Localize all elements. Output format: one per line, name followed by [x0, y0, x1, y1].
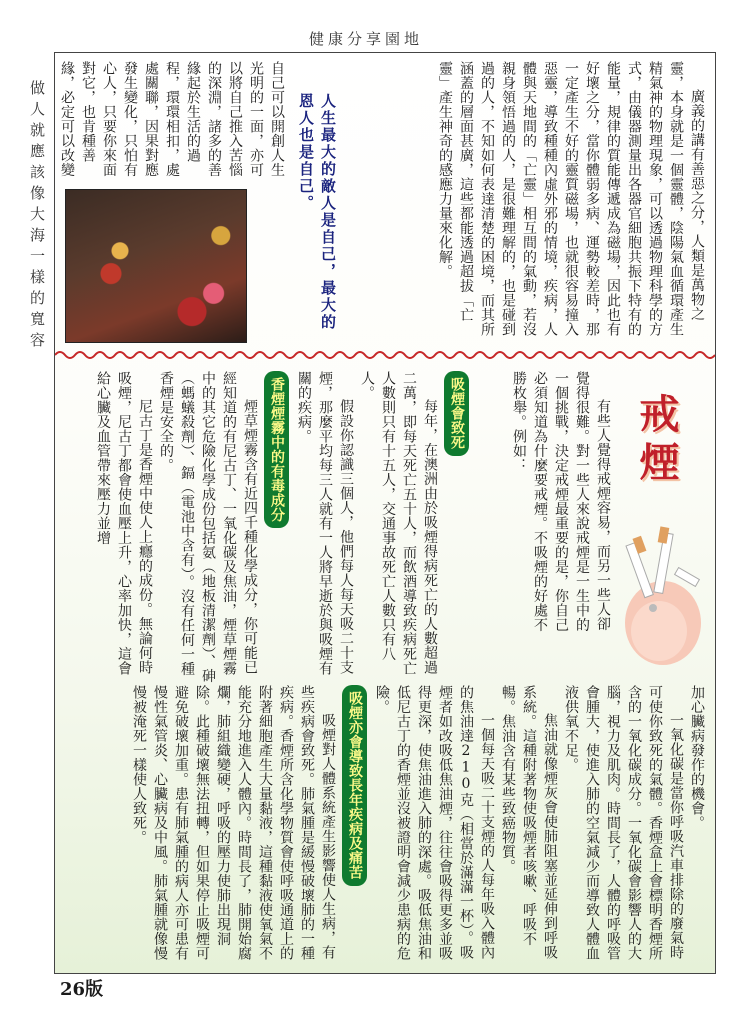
- section1-body: [347, 61, 707, 343]
- quit-smoking-title: 戒煙: [633, 393, 680, 489]
- section3-body: [63, 685, 707, 965]
- paragraph: 焦油就像煙灰會使肺阻塞並延伸到呼吸系統。這種附著物使吸煙者咳嗽、呼吸不暢。焦油含有某些致癌物質。: [500, 685, 558, 960]
- article-frame: [54, 52, 716, 974]
- intro-paragraph: 有些人覺得戒煙容易，而另一些人卻覺得很難。對一些人來說戒煙是一生中的一個挑戰，決定戒煙最重要的是，你自己必須知道為什麼要戒煙。不吸煙的好處不勝枚舉。例如：: [511, 371, 611, 632]
- side-motto: 做人就應該像大海一樣的寬容: [28, 80, 46, 353]
- subheading-toxic-components: 香煙煙霧中的有毒成分: [264, 371, 289, 528]
- subheading-smoking-kills: 吸煙會致死: [444, 371, 469, 456]
- section2-body: [63, 371, 473, 683]
- paragraph: 一個每天吸二十支煙的人每年吸入體內的焦油達210克（相當於滿滿一杯）。吸煙者如改吸低焦油煙，往往會吸得更多並吸得更深，使焦油進入肺的深處。吸低焦油和低尼古丁的香煙並沒被證明會減少患病的危險。: [374, 685, 495, 961]
- paragraph-continued: 加心臟病發作的機會。: [689, 685, 705, 830]
- page-number: 26版: [60, 979, 104, 1000]
- page-header-title: 健康分享園地: [308, 30, 423, 48]
- paragraph: 假設你認識三個人，他們每人每天吸二十支煙，那麼平均每三人就有一人將早逝於與吸煙有關的疾病。: [296, 371, 354, 676]
- paragraph: 吸煙對人體系統產生影響使人生病，有些疾病會致死。肺氣腫是緩慢破壞肺的一種疾病。香煙所含化學物質會使呼吸通道上的附著細胞產生大量黏液，這種黏液使氧氣不能充分地進入人體內。時間長了，肺開始腐爛，肺組織變硬，呼吸的壓力使肺出現洞除。此種破壞無法扭轉，但如果停止吸煙可避免破壞加重。患有肺氣腫的病人亦可患有慢性氣管炎、心臟病及中風。肺氣腫就像慢慢被淹死一樣使人致死。: [131, 685, 336, 961]
- section1-motto: 人生最大的敵人是自己，最大的恩人也是自己。: [297, 93, 337, 331]
- section1-tail: 自己可以開創人生光明的一面，亦可以將自己推入苦惱的深淵，諸多的善緣起於生活的過程，環環相扣，處處關聯，因果對應發生變化，只怕有心人，只要你來面對它，也肯種善緣，必定可以改變: [59, 61, 285, 177]
- section1-paragraph: 廣義的講有善惡之分，人類是萬物之靈，本身就是一個靈體，陰陽氣血循環產生精氣神的物理現象，可以透過物理科學的方式，由儀器測量出各器官細胞共振下特有的能量，規律的質能傳遞成為磁場，因此也有好壞之分，當你體弱多病、運勢較差時，那一定產生不好的靈質磁場，也就很容易撞入惡靈，導致種種內虛外邪的情境，疾病，人體與天地間的「亡靈」相互間的氣動，若沒親身領悟過的人，是很難理解的，也是碰到過的人，不知如何表達清楚的困境，而其所涵蓋的層面甚廣，這些都能透過超拔「亡靈」產生神奇的感應力量來化解。: [437, 61, 705, 337]
- wave-divider: [55, 349, 715, 361]
- section2-intro: [475, 371, 613, 633]
- paragraph: 一氧化碳是當你呼吸汽車排除的廢氣時可使你致死的氣體。香煙盒上會標明香煙所含的一氧化碳成分。一氧化碳會影響人的大腦，視力及肌肉。時間長了，人體的呼吸管會腫大，使進入肺的空氣減少而導致人體血液供氧不足。: [563, 685, 684, 961]
- subheading-chronic-disease: 吸煙亦會導致長年疾病及痛苦: [342, 685, 367, 886]
- paragraph: 煙草煙霧含有近四千種化學成分，你可能已經知道的有尼古丁、一氧化碳及焦油，煙草煙霧中的其它危險化學成份包括氨（地板清潔劑）、砷（螞蟻殺劑）、鎘（電池中含有）。沒有任何一種香煙是安全的。: [158, 371, 258, 683]
- temple-ceremony-photo: [65, 189, 247, 343]
- hand-breaking-cigarettes-icon: [615, 513, 703, 673]
- paragraph: 尼古丁是香煙中使人上癮的成份。無論何時吸煙，尼古丁都會使血壓上升，心率加快，這會給心臟及血管帶來壓力並增: [95, 371, 153, 676]
- quit-smoking-title-block: [617, 383, 697, 653]
- paragraph: 每年，在澳洲由於吸煙得病死亡的人數超過二萬，即每天死亡五十人，而飲酒導致疾病死亡人數則只有十五人，交通事故死亡人數只有八人。: [359, 371, 438, 676]
